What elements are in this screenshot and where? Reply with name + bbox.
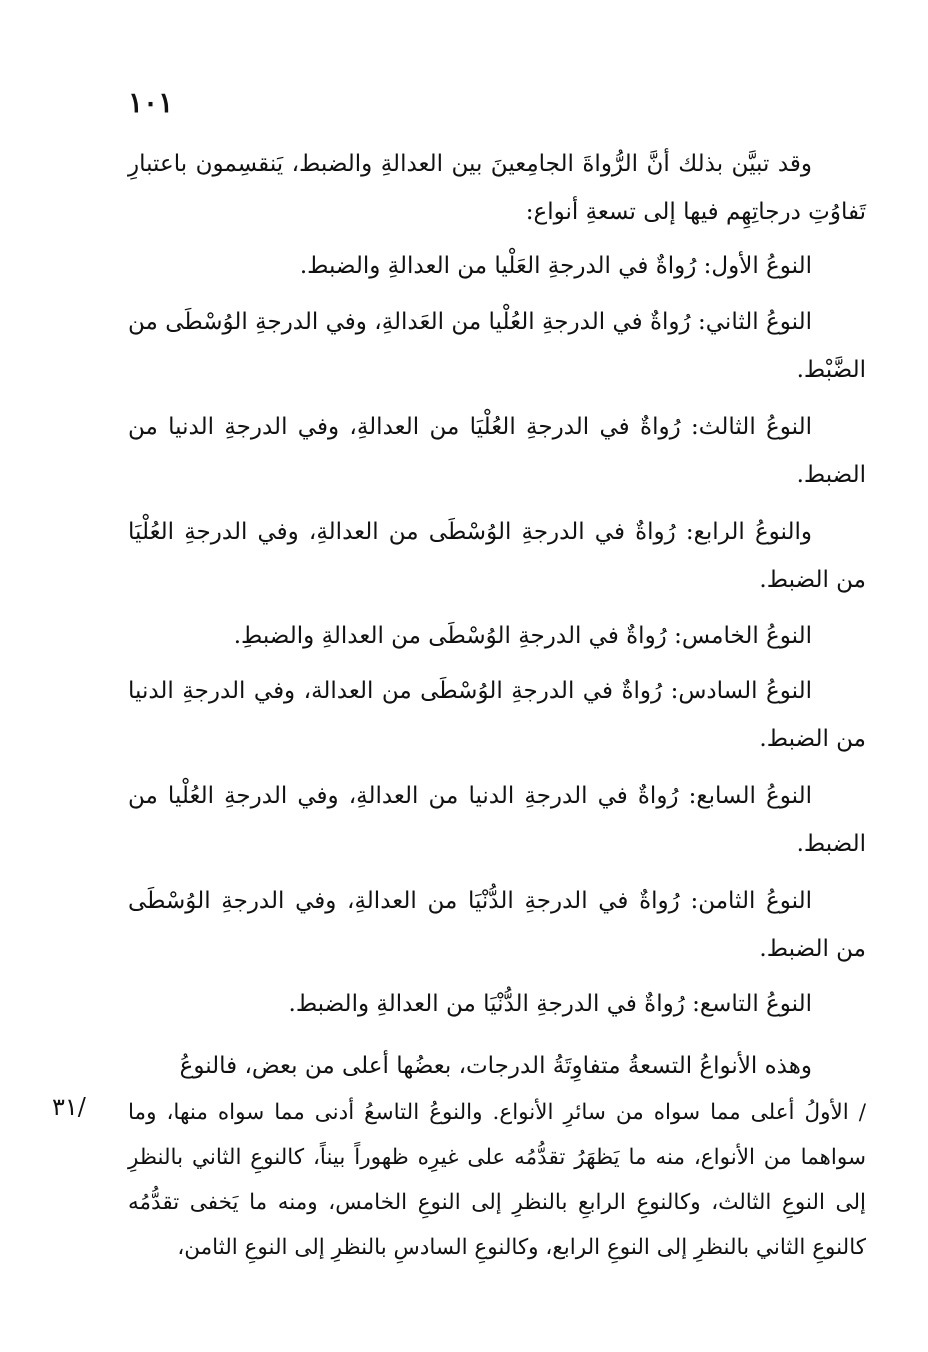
type-3-text: النوعُ الثالث: رُواةٌ في الدرجةِ العُلْيَا من العدالةِ، وفي الدرجةِ الدنيا من الضبط.: [128, 414, 866, 488]
type-8-paragraph: [128, 877, 866, 973]
type-5-paragraph: [128, 612, 866, 660]
type-9-paragraph: [128, 980, 866, 1028]
type-4-text: والنوعُ الرابع: رُواةٌ في الدرجةِ الوُسْطَى من العدالةِ، وفي الدرجةِ العُلْيَا من الضبط.: [128, 519, 866, 593]
type-1-paragraph: [128, 242, 866, 290]
type-2-text: النوعُ الثاني: رُواةٌ في الدرجةِ العُلْيا من العَدالةِ، وفي الدرجةِ الوُسْطَى من الضَّبْط.: [128, 309, 866, 383]
type-6-paragraph: [128, 667, 866, 763]
type-5-text: النوعُ الخامس: رُواةٌ في الدرجةِ الوُسْطَى من العدالةِ والضبطِ.: [233, 623, 812, 649]
type-9-text: النوعُ التاسع: رُواةٌ في الدرجةِ الدُّنْيَا من العدالةِ والضبط.: [288, 991, 812, 1017]
type-7-text: النوعُ السابع: رُواةٌ في الدرجةِ الدنيا من العدالةِ، وفي الدرجةِ العُلْيا من الضبط.: [128, 783, 866, 857]
type-1-text: النوعُ الأول: رُواةٌ في الدرجةِ العَلْيا من العدالةِ والضبط.: [299, 253, 812, 279]
type-2-paragraph: [128, 298, 866, 394]
page-number: ١٠١: [128, 86, 174, 119]
type-4-paragraph: [128, 508, 866, 604]
type-6-text: النوعُ السادس: رُواةٌ في الدرجةِ الوُسْطَى من العدالة، وفي الدرجةِ الدنيا من الضبط.: [128, 678, 866, 752]
closing-text-body: / الأولُ أعلى مما سواه من سائرِ الأنواع. والنوعُ التاسعُ أدنى مما سواه منها، وما سواهما من الأنواع، منه ما يَظهَرُ تقدُّمُه على غيرِه ظهوراً بيناً، كالنوعِ الثاني بالنظرِ إلى النوعِ الثالث، وكالنوعِ الرابعِ بالنظرِ إلى النوعِ الخامس، ومنه ما يَخفى تقدُّمُه كالنوعِ الثاني بالنظرِ إلى النوعِ الرابع، وكالنوعِ السادسِ بالنظرِ إلى النوعِ الثامن،: [128, 1100, 866, 1260]
type-8-text: النوعُ الثامن: رُواةٌ في الدرجةِ الدُّنْيَا من العدالةِ، وفي الدرجةِ الوُسْطَى من الضبط.: [128, 888, 866, 962]
closing-paragraph-body: [128, 1090, 866, 1270]
type-7-paragraph: [128, 772, 866, 868]
closing-paragraph-first-line: [128, 1042, 866, 1090]
intro-paragraph: [128, 140, 866, 236]
margin-reference: /٣١: [52, 1093, 86, 1121]
type-3-paragraph: [128, 403, 866, 499]
intro-text: وقد تبيَّن بذلك أنَّ الرُّواةَ الجامِعينَ بين العدالةِ والضبط، يَنقسِمون باعتبارِ تَفاوُتِ درجاتِهِم فيها إلى تسعةِ أنواع:: [128, 151, 866, 225]
closing-text-line1: وهذه الأنواعُ التسعةُ متفاوِتَةُ الدرجات، بعضُها أعلى من بعض، فالنوعُ: [179, 1053, 812, 1079]
